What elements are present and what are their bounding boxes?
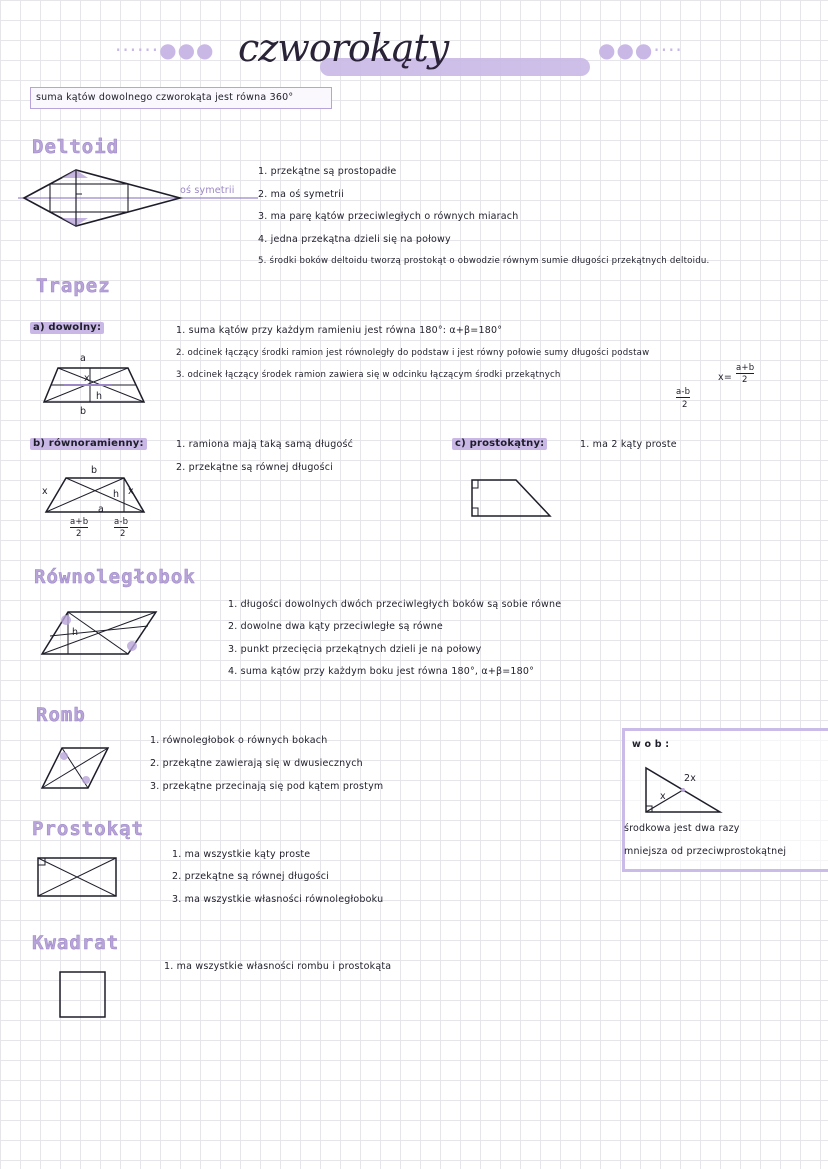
romb-figure — [40, 744, 112, 794]
prostokat-figure — [36, 856, 120, 900]
wob-2x: 2x — [684, 773, 697, 784]
trapez-prostokatny-figure — [470, 476, 555, 518]
formula-x: x= — [718, 372, 732, 383]
rownoleglobok-figure — [40, 606, 160, 662]
title-dots-left: ······●●● — [115, 38, 215, 62]
romb-item-2: 2. przekątne zawierają się w dwusiecznych — [150, 758, 363, 769]
heading-trapez: Trapez — [36, 275, 111, 297]
kwadrat-figure — [58, 970, 108, 1020]
deltoid-figure — [18, 160, 258, 240]
wob-x: x — [660, 791, 666, 802]
romb-item-3: 3. przekątne przecinają się pod kątem prostym — [150, 781, 384, 792]
rownoleglobok-item-2: 2. dowolne dwa kąty przeciwległe są równe — [228, 621, 443, 632]
wob-text-line1: środkowa jest dwa razy — [624, 823, 740, 834]
trapez-dowolny-item-1: 1. suma kątów przy każdym ramieniu jest równa 180°: α+β=180° — [176, 325, 503, 336]
trapez-rownoramienny-item-2: 2. przekątne są równej długości — [176, 462, 333, 473]
deltoid-item-3: 3. ma parę kątów przeciwległych o równych miarach — [258, 211, 519, 222]
prostokat-item-1: 1. ma wszystkie kąty proste — [172, 849, 311, 860]
prostokat-item-3: 3. ma wszystkie własności równoległoboku — [172, 894, 384, 905]
trapez-rownoramienny-frac1-num: a+b — [70, 517, 89, 527]
heading-prostokat: Prostokąt — [32, 818, 144, 840]
formula-x-den: 2 — [742, 375, 748, 385]
trapez-rownoramienny-frac2-den: 2 — [120, 529, 126, 539]
wob-text-line2: mniejsza od przeciwprostokątnej — [624, 846, 787, 857]
trapez-dowolny-x: x — [84, 373, 90, 384]
deltoid-axis-label: oś symetrii — [180, 185, 235, 196]
trapez-dowolny-b: b — [80, 406, 87, 417]
trapez-rownoramienny-frac2-num: a-b — [114, 517, 129, 527]
romb-item-1: 1. równoległobok o równych bokach — [150, 735, 328, 746]
deltoid-item-2: 2. ma oś symetrii — [258, 189, 344, 200]
trapez-dowolny-item-3: 3. odcinek łączący środek ramion zawiera się w odcinku łączącym środki przekątnych — [176, 370, 561, 380]
trapez-prostokatny-label: c) prostokątny: — [452, 438, 547, 450]
page-title: czworokąty — [238, 26, 449, 70]
wob-heading: w o b : — [632, 739, 670, 750]
heading-romb: Romb — [36, 704, 86, 726]
deltoid-item-1: 1. przekątne są prostopadłe — [258, 166, 397, 177]
formula2-num: a-b — [676, 387, 691, 397]
intro-text: suma kątów dowolnego czworokąta jest równa 360° — [36, 92, 294, 103]
heading-deltoid: Deltoid — [32, 136, 120, 158]
heading-rownoleglobok: Równoległobok — [34, 566, 196, 588]
trapez-rownoramienny-label: b) równoramienny: — [30, 438, 147, 450]
trapez-dowolny-label: a) dowolny: — [30, 322, 104, 334]
trapez-rownoramienny-b: b — [91, 465, 98, 476]
wob-figure — [640, 766, 726, 816]
trapez-dowolny-item-2: 2. odcinek łączący środki ramion jest równoległy do podstaw i jest równy połowie sumy długości podstaw — [176, 348, 650, 358]
formula2-den: 2 — [682, 400, 688, 410]
trapez-rownoramienny-frac1-den: 2 — [76, 529, 82, 539]
rownoleglobok-item-1: 1. długości dowolnych dwóch przeciwległych boków są sobie równe — [228, 599, 562, 610]
trapez-rownoramienny-item-1: 1. ramiona mają taką samą długość — [176, 439, 354, 450]
trapez-dowolny-a: a — [80, 353, 87, 364]
trapez-dowolny-figure — [40, 340, 150, 420]
formula-x-num: a+b — [736, 363, 755, 373]
heading-kwadrat: Kwadrat — [32, 932, 120, 954]
trapez-prostokatny-item-1: 1. ma 2 kąty proste — [580, 439, 677, 450]
rownoleglobok-item-4: 4. suma kątów przy każdym boku jest równa 180°, α+β=180° — [228, 666, 535, 677]
trapez-rownoramienny-h: h — [113, 489, 120, 500]
deltoid-item-4: 4. jedna przekątna dzieli się na połowy — [258, 234, 451, 245]
trapez-rownoramienny-a: a — [98, 504, 105, 515]
rownoleglobok-item-3: 3. punkt przecięcia przekątnych dzieli je na połowy — [228, 644, 482, 655]
trapez-rownoramienny-x-right: x — [128, 486, 134, 497]
trapez-dowolny-h: h — [96, 391, 103, 402]
deltoid-item-5: 5. środki boków deltoidu tworzą prostokąt o obwodzie równym sumie długości przekątnych deltoidu. — [258, 256, 710, 266]
title-dots-right: ●●●···· — [598, 38, 683, 62]
trapez-rownoramienny-x-left: x — [42, 486, 48, 497]
rownoleglobok-h: h — [72, 627, 79, 638]
prostokat-item-2: 2. przekątne są równej długości — [172, 871, 329, 882]
kwadrat-item-1: 1. ma wszystkie własności rombu i prostokąta — [164, 961, 392, 972]
